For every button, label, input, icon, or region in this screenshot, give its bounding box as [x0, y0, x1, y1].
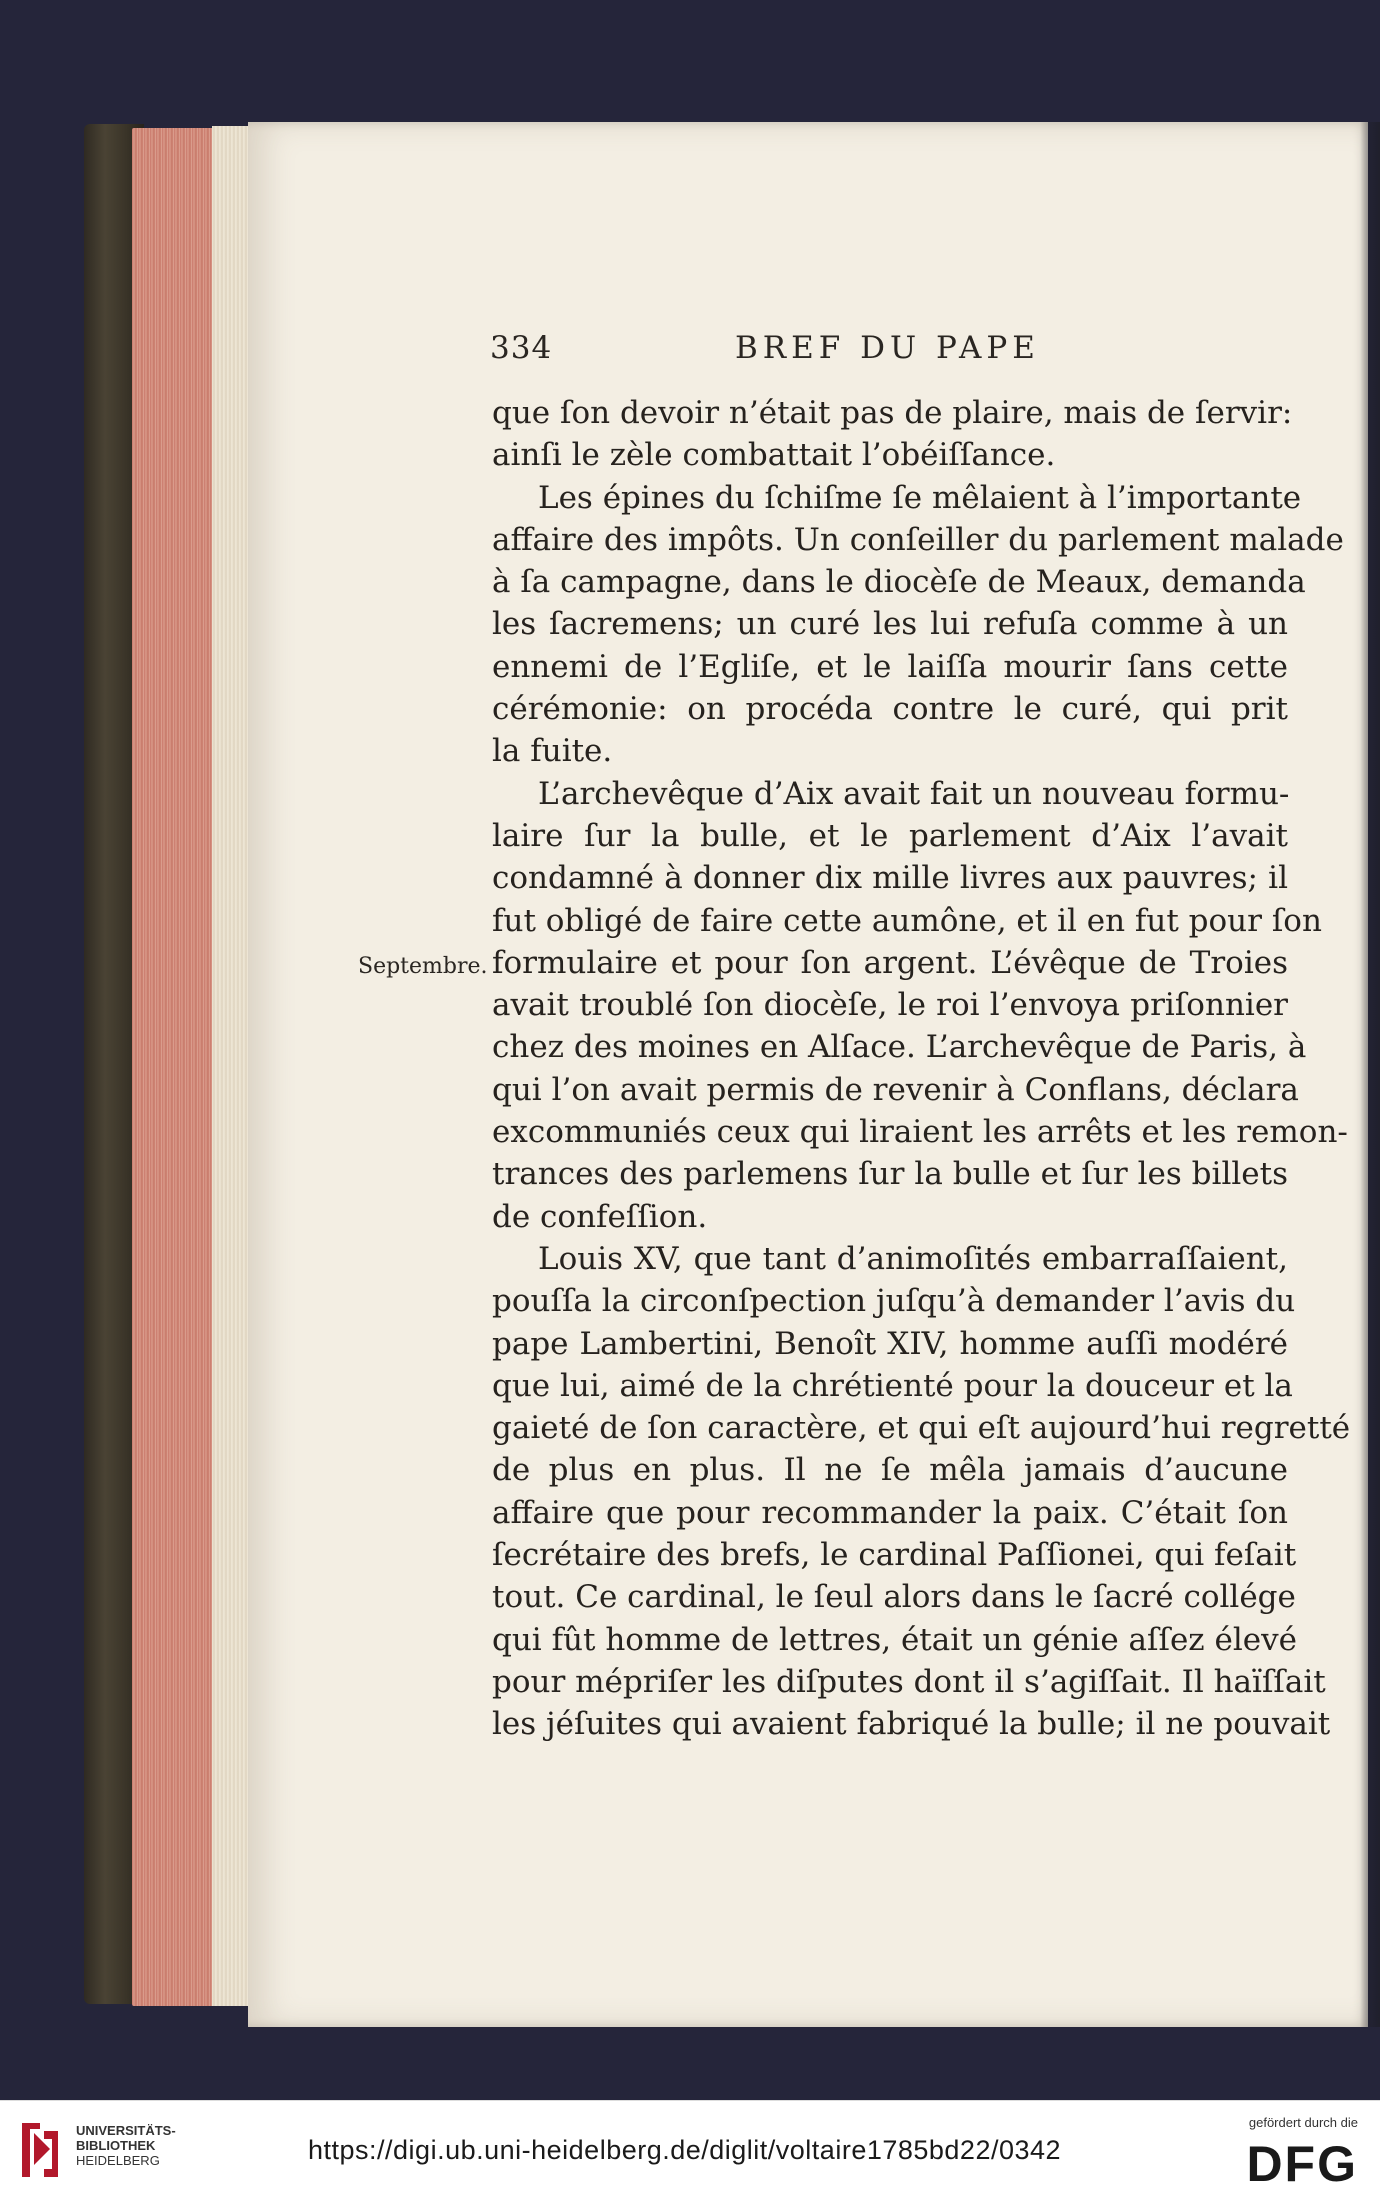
text-line: fut obligé de faire cette aumône, et il en fut pour ſon [492, 902, 1322, 939]
dfg-logo: DFG [1246, 2136, 1358, 2192]
text-line: de plus en plus. Il ne ſe mêla jamais d’aucune [492, 1452, 1288, 1489]
running-title: BREF DU PAPE [735, 330, 1040, 366]
running-header [490, 330, 1050, 370]
sponsor-caption: gefördert durch die [1248, 2115, 1358, 2130]
text-line: chez des moines en Alſace. L’archevêque de Paris, à [492, 1029, 1307, 1066]
text-line: Les épines du ſchiſme ſe mêlaient à l’importante [538, 479, 1302, 516]
text-line: les ſacremens; un curé les lui refuſa comme à un [492, 606, 1288, 643]
text-line: affaire que pour recommander la paix. C’était ſon [492, 1494, 1288, 1531]
margin-note: Septembre. [358, 954, 488, 979]
text-line: L’archevêque d’Aix avait fait un nouveau formu- [538, 775, 1290, 812]
gutter-shadow [1360, 122, 1380, 2027]
university-logo-icon [16, 2119, 64, 2181]
text-line: pape Lambertini, Benoît XIV, homme auſſi modéré [492, 1325, 1288, 1362]
text-line: pouſſa la circonſpection juſqu’à demander l’avis du [492, 1283, 1296, 1320]
text-line: qui l’on avait permis de revenir à Conflans, déclara [492, 1071, 1299, 1108]
university-name-line: BIBLIOTHEK [76, 2138, 156, 2153]
text-line: ainſi le zèle combattait l’obéiſſance. [492, 437, 1056, 474]
viewer-footer [0, 2100, 1380, 2202]
text-line: avait troublé ſon diocèſe, le roi l’envoya priſonnier [492, 987, 1288, 1024]
text-line: la fuite. [492, 733, 613, 770]
text-line: cérémonie: on procéda contre le curé, qui prit [492, 691, 1288, 728]
text-line: condamné à donner dix mille livres aux pauvres; il [492, 860, 1288, 897]
text-line: ſecrétaire des brefs, le cardinal Paſſionei, qui feſait [492, 1537, 1297, 1574]
university-name-line: HEIDELBERG [76, 2153, 160, 2168]
text-line: affaire des impôts. Un conſeiller du parlement malade [492, 521, 1344, 558]
text-line: formulaire et pour ſon argent. L’évêque de Troies [492, 944, 1288, 981]
text-line: laire ſur la bulle, et le parlement d’Aix l’avait [492, 817, 1288, 854]
document-url-link[interactable]: https://digi.ub.uni-heidelberg.de/diglit/voltaire1785bd22/0342 [308, 2135, 1062, 2165]
text-line: que lui, aimé de la chrétienté pour la douceur et la [492, 1367, 1293, 1404]
university-name-line: UNIVERSITÄTS- [76, 2123, 176, 2138]
text-line: tout. Ce cardinal, le ſeul alors dans le ſacré collége [492, 1579, 1296, 1616]
text-line: gaieté de ſon caractère, et qui eſt aujourd’hui regretté [492, 1410, 1351, 1447]
text-line: pour mépriſer les diſputes dont il s’agiſſait. Il haïſſait [492, 1663, 1326, 1700]
text-line: excommuniés ceux qui liraient les arrêts et les remon- [492, 1114, 1348, 1151]
text-line: que ſon devoir n’était pas de plaire, mais de ſervir: [492, 395, 1293, 431]
text-line: Louis XV, que tant d’animoſités embarraſſaient, [538, 1240, 1288, 1277]
text-line: de confeſſion. [492, 1198, 708, 1235]
text-line: qui fût homme de lettres, était un génie aſſez élevé [492, 1621, 1297, 1658]
text-line: ennemi de l’Egliſe, et le laiſſa mourir ſans cette [492, 648, 1288, 685]
university-name [76, 2123, 176, 2168]
body-text [492, 392, 1351, 1746]
page-number: 334 [490, 330, 553, 366]
text-line: les jéſuites qui avaient fabriqué la bulle; il ne pouvait [492, 1706, 1331, 1743]
page-stack [212, 126, 252, 2006]
text-line: trances des parlemens ſur la bulle et ſur les billets [492, 1156, 1288, 1193]
text-line: à ſa campagne, dans le diocèſe de Meaux, demanda [492, 564, 1306, 601]
